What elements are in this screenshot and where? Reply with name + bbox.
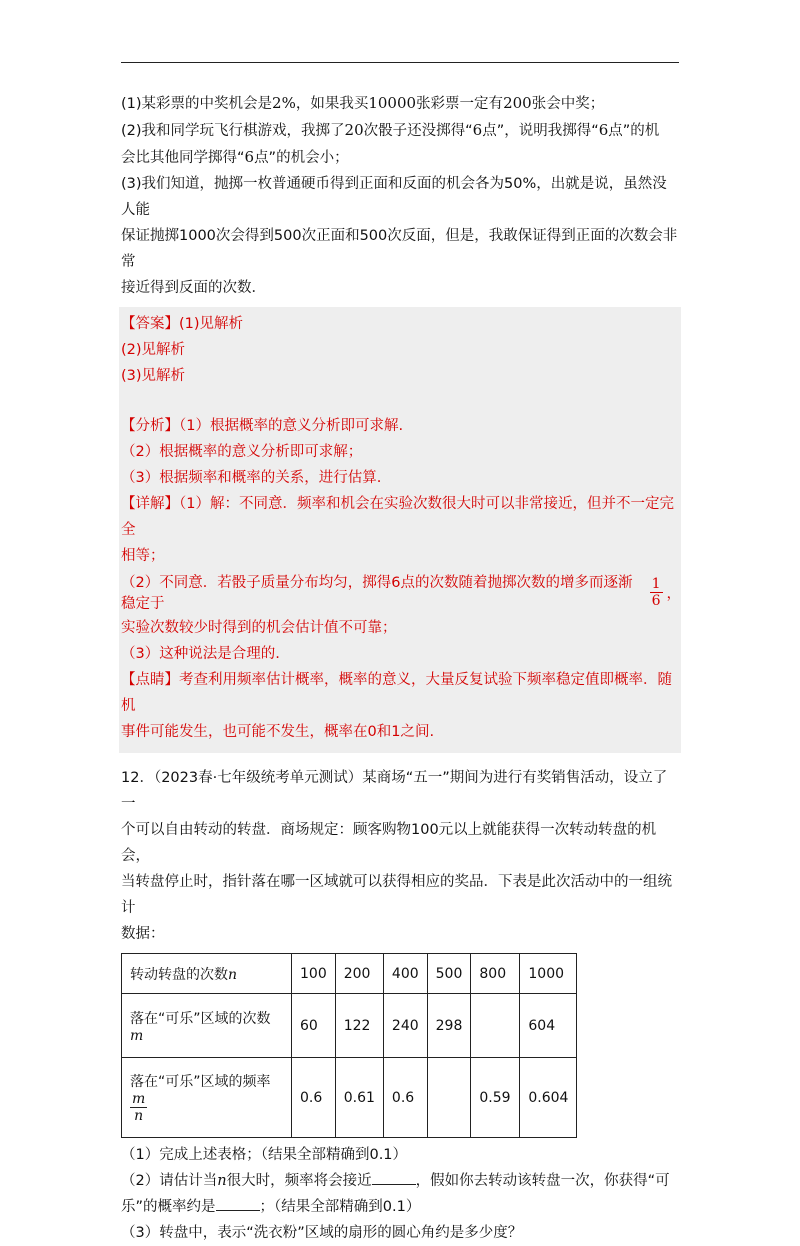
header-rule xyxy=(121,62,679,63)
table-cell: 0.604 xyxy=(520,1058,577,1138)
table-cell: 240 xyxy=(383,994,427,1058)
denominator: n xyxy=(134,1108,144,1124)
text: 很大时，频率将会接近 xyxy=(226,1173,372,1189)
detail-1: 【详解】（1）解：不同意．频率和机会在实验次数很大时可以非常接近，但并不一定完全 xyxy=(121,496,674,538)
math-value: 6 xyxy=(598,121,609,139)
table-cell-empty xyxy=(427,1058,471,1138)
statement-3: (3)我们知道，抛掷一枚普通硬币得到正面和反面的机会各为50%，出就是说，虽然没人能 xyxy=(121,176,667,218)
answer-blank xyxy=(216,1196,260,1211)
analysis-3: （3）根据频率和概率的关系，进行估算. xyxy=(121,470,382,486)
stats-table xyxy=(121,953,577,1138)
text: ，如果我买 xyxy=(295,96,369,112)
question-line-4: 数据： xyxy=(121,926,165,942)
math-value: 2% xyxy=(272,94,296,112)
text: 次骰子还没掷得“ xyxy=(363,123,473,139)
variable-m: m xyxy=(130,1027,144,1044)
math-value: 20 xyxy=(344,121,364,139)
question-line-3: 当转盘停止时，指针落在哪一区域就可以获得相应的奖品．下表是此次活动中的一组统计 xyxy=(121,874,672,916)
table-row xyxy=(122,1058,577,1138)
detail-3 xyxy=(121,569,681,615)
table-cell: 0.6 xyxy=(383,1058,427,1138)
text: （2）请估计当 xyxy=(121,1173,218,1189)
table-cell: 0.6 xyxy=(292,1058,336,1138)
document-body xyxy=(121,90,681,1246)
detail-5: （3）这种说法是合理的. xyxy=(121,646,280,662)
text: 乐”的概率约是 xyxy=(121,1199,216,1215)
subquestion-2-cont xyxy=(121,1194,681,1220)
statement-2-cont xyxy=(121,144,681,171)
table-cell: 100 xyxy=(292,954,336,994)
answer-block xyxy=(119,307,681,753)
table-cell: 200 xyxy=(335,954,383,994)
text: 会比其他同学掷得“ xyxy=(121,150,245,166)
analysis-1: 【分析】（1）根据概率的意义分析即可求解. xyxy=(121,418,404,434)
numerator: m xyxy=(132,1091,146,1107)
subquestion-2 xyxy=(121,1168,681,1194)
row-header xyxy=(122,954,292,994)
math-value: 10000 xyxy=(368,94,417,112)
table-cell: 122 xyxy=(335,994,383,1058)
text: (2)我和同学玩飞行棋游戏，我掷了 xyxy=(121,123,345,139)
table-cell: 500 xyxy=(427,954,471,994)
text: 张会中奖； xyxy=(531,96,605,112)
variable-n: n xyxy=(217,1173,227,1189)
question-12 xyxy=(121,765,681,1246)
answer-line-2: (2)见解析 xyxy=(121,342,186,358)
row-header xyxy=(122,994,292,1058)
answer-blank xyxy=(372,1170,416,1185)
label: 落在“可乐”区域的频率 xyxy=(130,1074,271,1090)
subquestion-3: （3）转盘中，表示“洗衣粉”区域的扇形的圆心角约是多少度？ xyxy=(121,1225,523,1241)
math-value: 200 xyxy=(503,94,532,112)
statement-2 xyxy=(121,117,681,144)
math-value: 6 xyxy=(244,148,255,166)
math-value: 6 xyxy=(472,121,483,139)
table-cell: 298 xyxy=(427,994,471,1058)
text: ，假如你去转动该转盘一次，你获得“可 xyxy=(415,1173,670,1189)
detail-2: 相等； xyxy=(121,548,165,564)
subquestion-1: （1）完成上述表格；（结果全部精确到0.1） xyxy=(121,1147,408,1163)
statement-3-line2: 保证抛掷1000次会得到500次正面和500次反面，但是，我敢保证得到正面的次数会非常 xyxy=(121,228,678,270)
text: 张彩票一定有 xyxy=(416,96,504,112)
analysis-2: （2）根据概率的意义分析即可求解； xyxy=(121,444,363,460)
text: （2）不同意．若骰子质量分布均匀，掷得6点的次数随着抛掷次数的增多而逐渐稳定于 xyxy=(121,575,633,612)
statement-3-line3: 接近得到反面的次数． xyxy=(121,280,266,296)
numerator: 1 xyxy=(651,575,661,592)
row-header xyxy=(122,1058,292,1138)
denominator: 6 xyxy=(651,592,661,609)
table-row xyxy=(122,994,577,1058)
label: 转动转盘的次数 xyxy=(130,966,228,983)
table-cell: 60 xyxy=(292,994,336,1058)
question-line-2: 个可以自由转动的转盘．商场规定：顾客购物100元以上就能获得一次转动转盘的机会， xyxy=(121,822,657,864)
table-cell: 1000 xyxy=(520,954,577,994)
comment-2: 事件可能发生，也可能不发生，概率在0和1之间. xyxy=(121,724,435,740)
text: ；（结果全部精确到0.1） xyxy=(259,1199,421,1215)
detail-4: 实验次数较少时得到的机会估计值不可靠； xyxy=(121,620,397,636)
comment-1: 【点睛】考查利用频率估计概率，概率的意义，大量反复试验下频率稳定值即概率．随机 xyxy=(121,672,672,714)
spacer xyxy=(121,389,681,413)
text: 点”，说明我掷得“ xyxy=(482,123,599,139)
text: 点”的机 xyxy=(608,123,660,139)
table-cell: 604 xyxy=(520,994,577,1058)
answer-line-1: 【答案】(1)见解析 xyxy=(121,316,244,332)
variable-n: n xyxy=(228,966,238,983)
text: ， xyxy=(666,585,681,602)
fraction-one-sixth xyxy=(650,576,663,609)
fraction-m-over-n xyxy=(130,1091,147,1124)
table-cell: 400 xyxy=(383,954,427,994)
statement-1 xyxy=(121,90,681,117)
table-row xyxy=(122,954,577,994)
text: 点”的机会小； xyxy=(254,150,349,166)
answer-line-3: (3)见解析 xyxy=(121,368,186,384)
table-cell-empty xyxy=(471,994,520,1058)
table-cell: 800 xyxy=(471,954,520,994)
question-line-1: 12．（2023春·七年级统考单元测试）某商场“五一”期间为进行有奖销售活动，设立了一 xyxy=(121,770,668,812)
table-cell: 0.61 xyxy=(335,1058,383,1138)
label: 落在“可乐”区域的次数 xyxy=(130,1010,271,1027)
text: (1)某彩票的中奖机会是 xyxy=(121,96,273,112)
table-cell: 0.59 xyxy=(471,1058,520,1138)
